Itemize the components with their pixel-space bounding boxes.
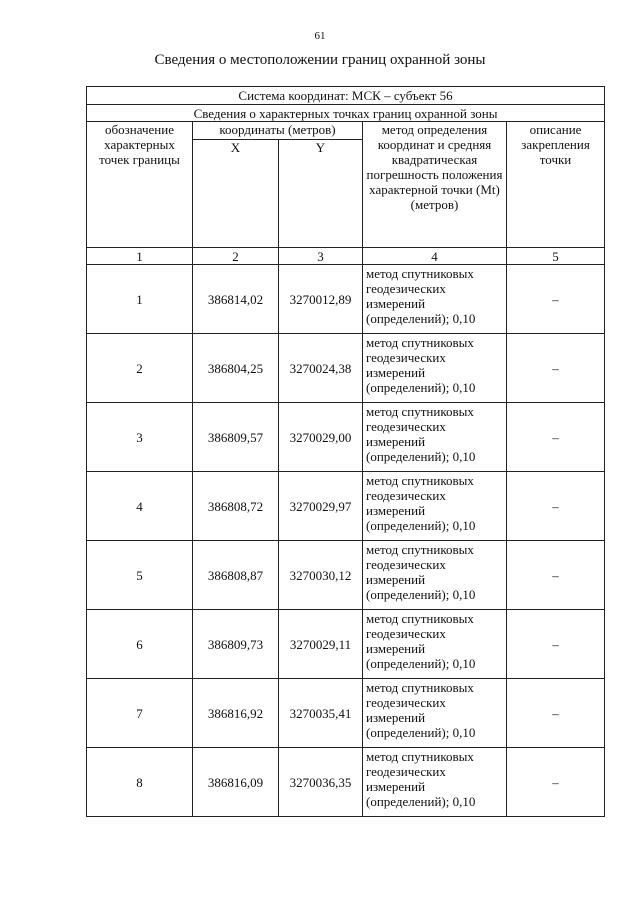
column-number: 4 xyxy=(363,248,507,265)
table-row xyxy=(87,403,605,472)
x-coordinate-cell: 386808,72 xyxy=(193,472,279,541)
coordinate-system-header: Система координат: МСК – субъект 56 xyxy=(87,87,605,105)
description-cell: – xyxy=(507,472,605,541)
column-number: 3 xyxy=(279,248,363,265)
point-number-cell: 5 xyxy=(87,541,193,610)
table-row xyxy=(87,610,605,679)
point-number-cell: 8 xyxy=(87,748,193,817)
y-coordinate-cell: 3270029,97 xyxy=(279,472,363,541)
x-coordinate-cell: 386814,02 xyxy=(193,265,279,334)
description-cell: – xyxy=(507,679,605,748)
table-row xyxy=(87,472,605,541)
description-cell: – xyxy=(507,541,605,610)
x-coordinate-cell: 386808,87 xyxy=(193,541,279,610)
document-title: Сведения о местоположении границ охранной зоны xyxy=(154,52,486,68)
point-number-cell: 3 xyxy=(87,403,193,472)
method-cell: метод спутниковых геодезических измерений (определений); 0,10 xyxy=(363,403,507,472)
method-cell: метод спутниковых геодезических измерений (определений); 0,10 xyxy=(363,334,507,403)
y-coordinate-cell: 3270029,00 xyxy=(279,403,363,472)
table-row xyxy=(87,265,605,334)
y-coordinate-cell: 3270012,89 xyxy=(279,265,363,334)
column-number: 1 xyxy=(87,248,193,265)
method-cell: метод спутниковых геодезических измерений (определений); 0,10 xyxy=(363,610,507,679)
table-row xyxy=(87,748,605,817)
method-cell: метод спутниковых геодезических измерений (определений); 0,10 xyxy=(363,748,507,817)
page-number: 61 xyxy=(314,30,326,42)
method-cell: метод спутниковых геодезических измерений (определений); 0,10 xyxy=(363,679,507,748)
point-number-cell: 6 xyxy=(87,610,193,679)
header-y: Y xyxy=(279,140,363,248)
column-number: 2 xyxy=(193,248,279,265)
header-designation: обозначение характерных точек границы xyxy=(87,122,193,248)
header-method: метод определения координат и средняя квадратическая погрешность положения характерной точки (Mt) (метров) xyxy=(363,122,507,248)
description-cell: – xyxy=(507,748,605,817)
table-subtitle: Сведения о характерных точках границ охранной зоны xyxy=(87,105,605,122)
y-coordinate-cell: 3270035,41 xyxy=(279,679,363,748)
x-coordinate-cell: 386809,73 xyxy=(193,610,279,679)
x-coordinate-cell: 386809,57 xyxy=(193,403,279,472)
header-coordinates: координаты (метров) xyxy=(193,122,363,140)
y-coordinate-cell: 3270029,11 xyxy=(279,610,363,679)
point-number-cell: 2 xyxy=(87,334,193,403)
description-cell: – xyxy=(507,403,605,472)
method-cell: метод спутниковых геодезических измерений (определений); 0,10 xyxy=(363,265,507,334)
point-number-cell: 7 xyxy=(87,679,193,748)
table-row xyxy=(87,334,605,403)
point-number-cell: 1 xyxy=(87,265,193,334)
y-coordinate-cell: 3270036,35 xyxy=(279,748,363,817)
y-coordinate-cell: 3270024,38 xyxy=(279,334,363,403)
description-cell: – xyxy=(507,610,605,679)
boundary-points-table xyxy=(86,86,605,817)
x-coordinate-cell: 386816,09 xyxy=(193,748,279,817)
header-x: X xyxy=(193,140,279,248)
method-cell: метод спутниковых геодезических измерений (определений); 0,10 xyxy=(363,472,507,541)
point-number-cell: 4 xyxy=(87,472,193,541)
table-row xyxy=(87,541,605,610)
x-coordinate-cell: 386816,92 xyxy=(193,679,279,748)
description-cell: – xyxy=(507,265,605,334)
method-cell: метод спутниковых геодезических измерений (определений); 0,10 xyxy=(363,541,507,610)
description-cell: – xyxy=(507,334,605,403)
header-description: описание закрепления точки xyxy=(507,122,605,248)
column-number: 5 xyxy=(507,248,605,265)
table-row xyxy=(87,679,605,748)
x-coordinate-cell: 386804,25 xyxy=(193,334,279,403)
y-coordinate-cell: 3270030,12 xyxy=(279,541,363,610)
